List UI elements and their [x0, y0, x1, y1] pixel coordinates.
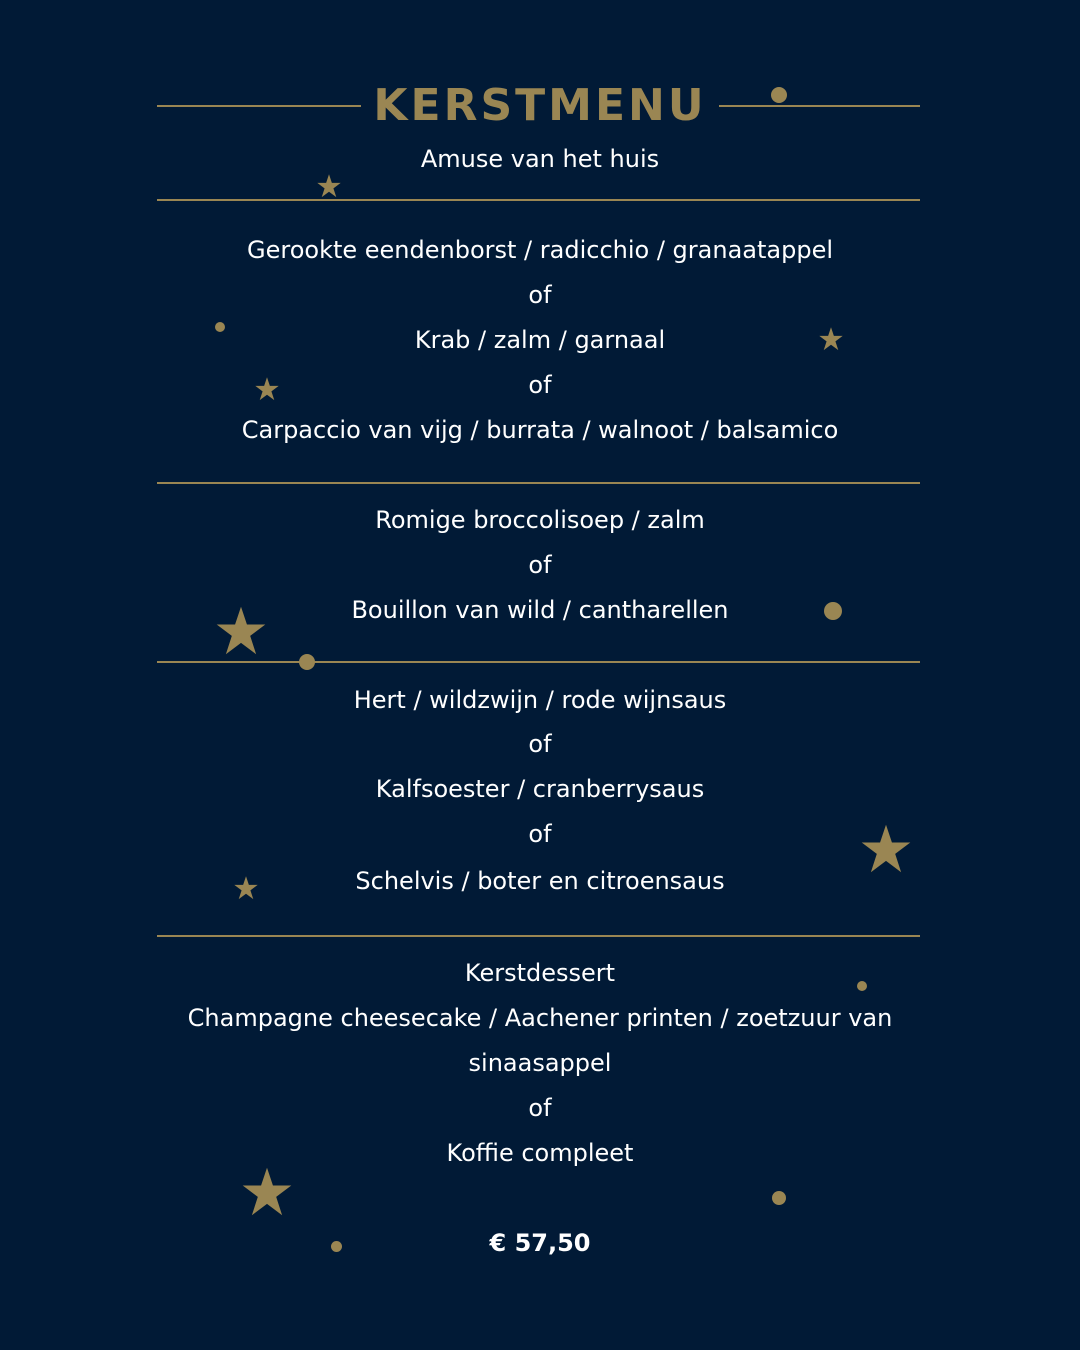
main-option-3: Schelvis / boter en citroensaus: [355, 867, 725, 895]
star-icon: [316, 173, 342, 199]
dot-icon: [772, 1191, 786, 1205]
dot-icon: [215, 322, 225, 332]
star-icon: [254, 376, 280, 402]
starter-option-1: Gerookte eendenborst / radicchio / granaatappel: [247, 236, 833, 264]
soup-or-1: of: [528, 551, 552, 579]
dessert-option-1-line-2: sinaasappel: [468, 1049, 612, 1077]
dot-icon: [299, 654, 315, 670]
soup-option-1: Romige broccolisoep / zalm: [375, 506, 705, 534]
amuse-text: Amuse van het huis: [420, 145, 660, 173]
divider-4: [157, 935, 920, 937]
starter-or-2: of: [528, 371, 552, 399]
star-icon: [214, 604, 268, 658]
dot-icon: [331, 1241, 342, 1252]
star-icon: [233, 875, 259, 901]
divider-2: [157, 482, 920, 484]
dot-icon: [824, 602, 842, 620]
dessert-option-1-line-1: Champagne cheesecake / Aachener printen / zoetzuur van: [187, 1004, 893, 1032]
dessert-option-2: Koffie compleet: [446, 1139, 634, 1167]
price: € 57,50: [489, 1229, 591, 1257]
soup-option-2: Bouillon van wild / cantharellen: [351, 596, 729, 624]
dot-icon: [771, 87, 787, 103]
main-option-1: Hert / wildzwijn / rode wijnsaus: [353, 686, 727, 714]
page-title: KERSTMENU: [0, 78, 1080, 134]
star-icon: [240, 1165, 294, 1219]
star-icon: [818, 326, 844, 352]
main-option-2: Kalfsoester / cranberrysaus: [375, 775, 705, 803]
divider-1: [157, 199, 920, 201]
starter-or-1: of: [528, 281, 552, 309]
divider-3: [157, 661, 920, 663]
starter-option-3: Carpaccio van vijg / burrata / walnoot / balsamico: [241, 416, 839, 444]
dessert-or-1: of: [528, 1094, 552, 1122]
main-or-2: of: [528, 820, 552, 848]
main-or-1: of: [528, 730, 552, 758]
star-icon: [859, 822, 913, 876]
starter-option-2: Krab / zalm / garnaal: [414, 326, 666, 354]
dot-icon: [857, 981, 867, 991]
dessert-heading: Kerstdessert: [464, 959, 616, 987]
